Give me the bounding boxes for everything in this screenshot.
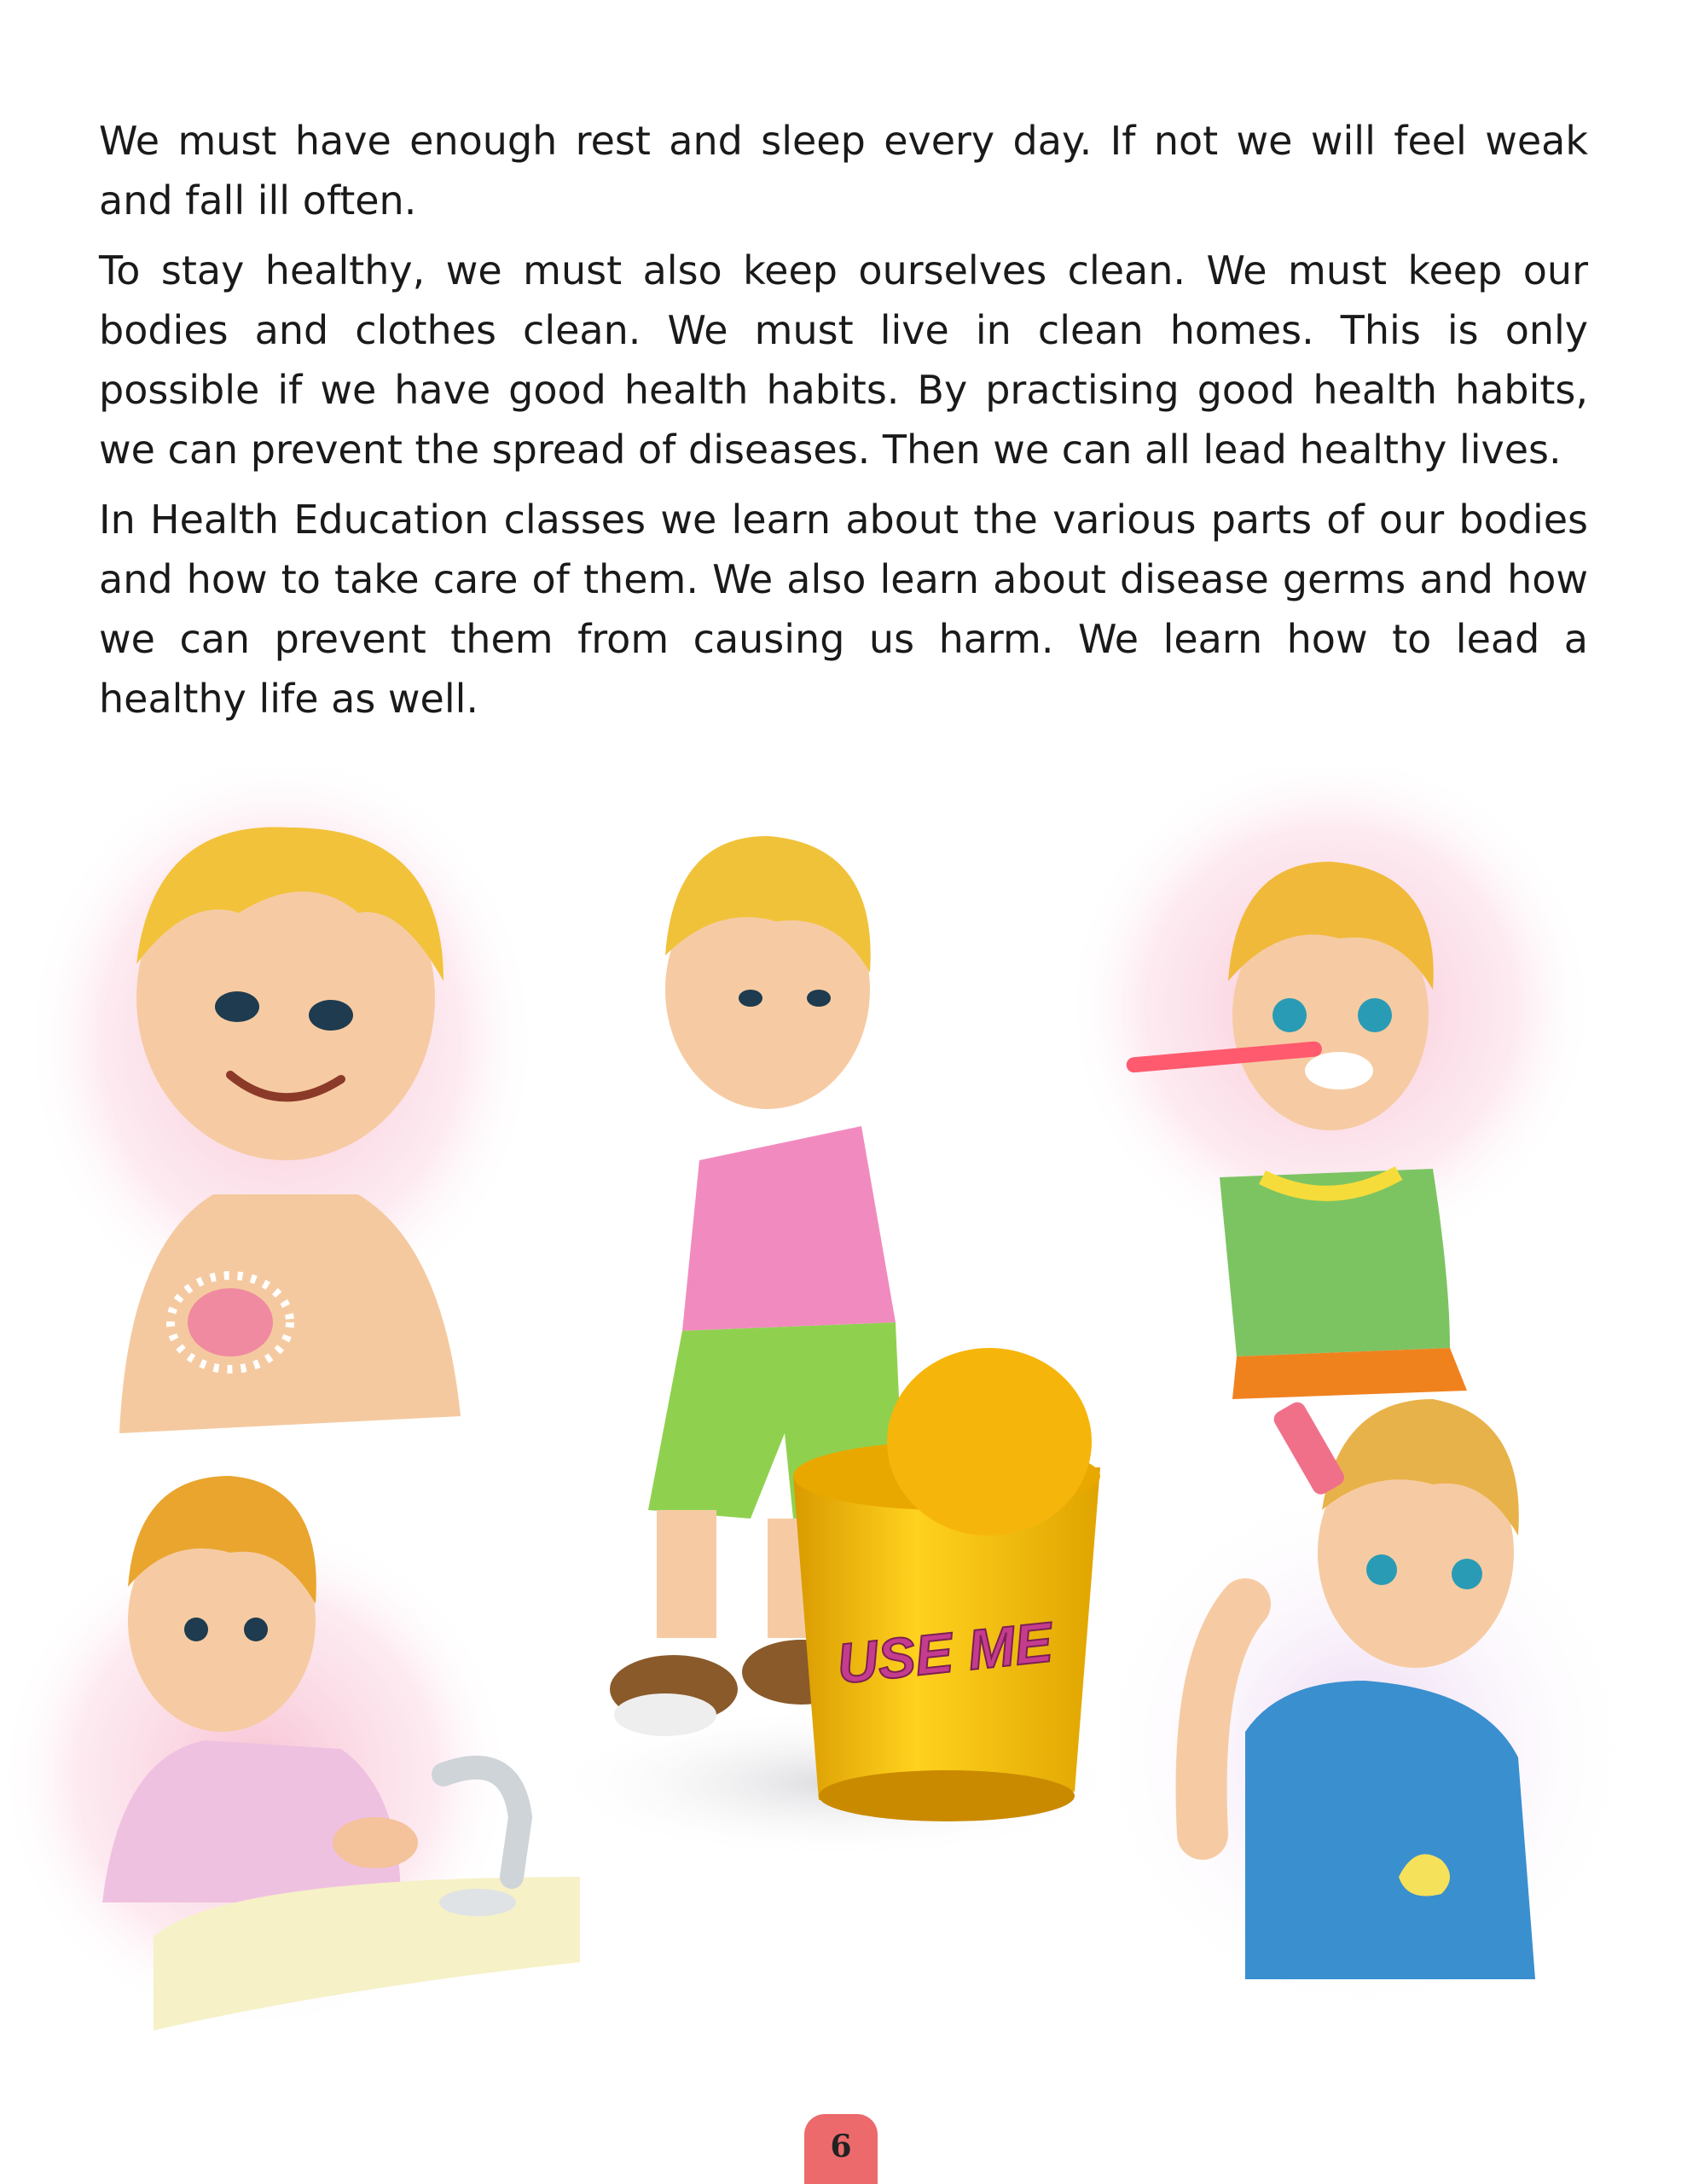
page-number: 6 [830, 2129, 852, 2164]
health-habits-illustration [0, 768, 1687, 2082]
boy-combing-hair-figure [1092, 1399, 1638, 2022]
boy-using-dustbin-figure [546, 836, 1126, 1860]
paragraph-keep-clean: To stay healthy, we must also keep ourselves clean. We must keep our bodies and clothes clean. We must live in clean homes. This is only possible if we have good health habits. By practising good health habits, we can prevent the spread of diseases. Then we can all lead healthy lives. [99, 247, 1588, 473]
boy-washing-hands-figure [0, 1476, 580, 2030]
paragraph-health-education: In Health Education classes we learn about the various parts of our bodies and how to take care of them. We also learn about disease germs and how we can prevent them from causing us harm. We learn how to lead a healthy life as well. [99, 497, 1588, 722]
paragraph-rest-sleep: We must have enough rest and sleep every day. If not we will feel weak and fall ill often. [99, 118, 1588, 224]
boy-bathing-figure [26, 768, 537, 1433]
body-text [99, 111, 1588, 739]
boy-brushing-teeth-figure [1066, 768, 1595, 1399]
page-number-tab [804, 2114, 878, 2184]
bin-label: USE ME [833, 1610, 1056, 1696]
